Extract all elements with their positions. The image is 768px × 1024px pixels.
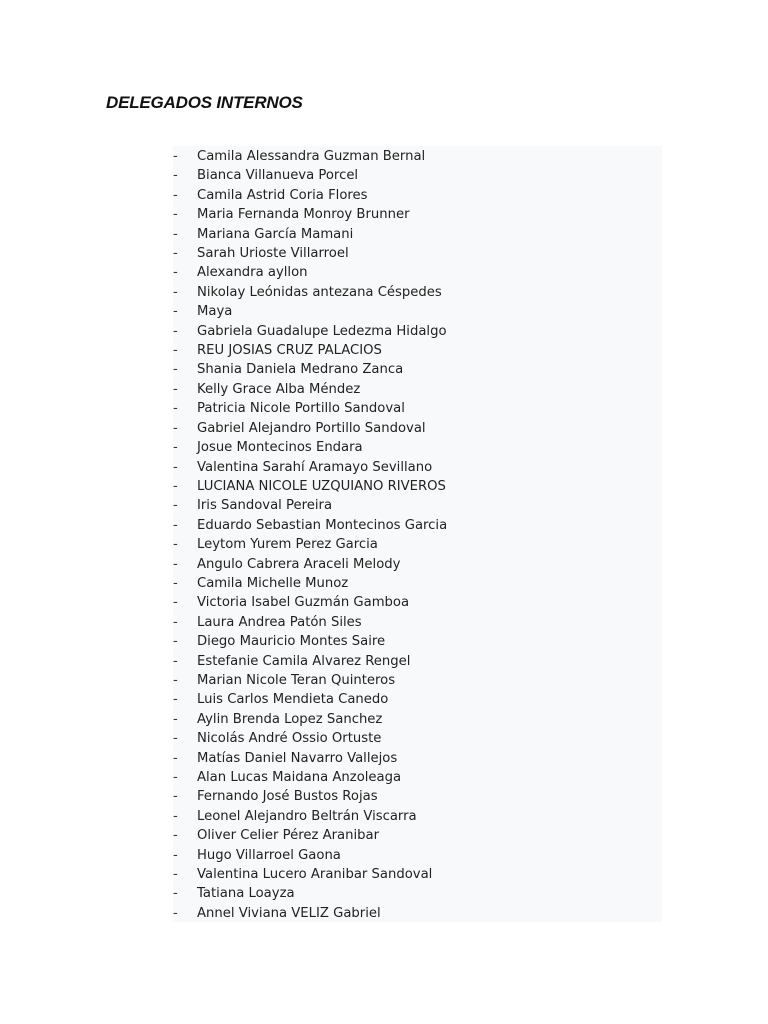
list-item [173, 419, 447, 438]
list-item [173, 477, 447, 496]
list-item [173, 613, 447, 632]
bullet-dash: - [173, 226, 178, 242]
bullet-dash: - [173, 653, 178, 669]
list-item [173, 380, 447, 399]
delegate-name: Iris Sandoval Pereira [197, 498, 333, 514]
delegate-name: Fernando José Bustos Rojas [197, 789, 378, 805]
bullet-dash: - [173, 187, 178, 203]
delegate-name: Alan Lucas Maidana Anzoleaga [197, 770, 402, 785]
bullet-dash: - [173, 381, 178, 397]
list-item [173, 283, 447, 302]
bullet-dash: - [173, 246, 178, 262]
bullet-dash: - [173, 556, 178, 572]
list-item [173, 302, 447, 321]
list-item [173, 690, 447, 709]
delegate-name: REU JOSIAS CRUZ PALACIOS [197, 343, 382, 359]
delegate-name: Angulo Cabrera Araceli Melody [197, 556, 401, 572]
bullet-dash: - [173, 770, 178, 785]
list-item [173, 632, 447, 651]
list-item [173, 496, 447, 515]
delegate-name: Oliver Celier Pérez Aranibar [197, 828, 379, 844]
list-item [173, 458, 447, 477]
bullet-dash: - [173, 440, 178, 456]
bullet-dash: - [173, 304, 178, 320]
delegate-name: Annel Viviana VELIZ Gabriel [197, 905, 381, 921]
list-item [173, 263, 447, 282]
delegate-name: LUCIANA NICOLE UZQUIANO RIVEROS [197, 478, 446, 494]
bullet-dash: - [173, 343, 178, 359]
bullet-dash: - [173, 459, 178, 475]
delegate-name: Nicolás André Ossio Ortuste [197, 731, 382, 747]
delegate-name: Kelly Grace Alba Méndez [197, 381, 361, 397]
list-item [173, 205, 447, 224]
delegate-name: Aylin Brenda Lopez Sanchez [197, 711, 383, 727]
delegate-name: Nikolay Leónidas antezana Céspedes [197, 284, 442, 300]
list-item [173, 555, 447, 574]
bullet-dash: - [173, 401, 178, 417]
delegate-name: Gabriel Alejandro Portillo Sandoval [197, 420, 426, 436]
delegate-name: Mariana García Mamani [197, 226, 354, 242]
list-item [173, 884, 447, 903]
bullet-dash: - [173, 867, 178, 883]
list-item [173, 225, 447, 244]
bullet-dash: - [173, 478, 178, 494]
delegate-name: Luis Carlos Mendieta Canedo [197, 692, 389, 708]
list-item [173, 147, 447, 166]
list-item [173, 652, 447, 671]
list-item [173, 865, 447, 884]
delegate-name: Victoria Isabel Guzmán Gamboa [197, 595, 410, 611]
delegate-name: Marian Nicole Teran Quinteros [197, 672, 396, 688]
bullet-dash: - [173, 711, 178, 727]
delegate-name: Leonel Alejandro Beltrán Viscarra [197, 808, 417, 824]
delegate-name: Shania Daniela Medrano Zanca [197, 362, 404, 378]
list-item [173, 749, 447, 768]
list-item [173, 671, 447, 690]
bullet-dash: - [173, 168, 178, 184]
bullet-dash: - [173, 284, 178, 300]
delegate-name: Estefanie Camila Alvarez Rengel [197, 653, 411, 669]
delegate-name: Patricia Nicole Portillo Sandoval [197, 401, 405, 417]
delegate-name: Bianca Villanueva Porcel [197, 168, 359, 184]
delegate-name: Alexandra ayllon [197, 265, 308, 281]
list-item [173, 593, 447, 612]
list-item [173, 399, 447, 418]
page-title: DELEGADOS INTERNOS [106, 93, 303, 112]
delegate-name: Tatiana Loayza [197, 886, 295, 902]
names-list-container [173, 146, 662, 922]
delegate-name: Eduardo Sebastian Montecinos Garcia [197, 517, 448, 533]
list-item [173, 360, 447, 379]
names-list [173, 147, 447, 923]
bullet-dash: - [173, 323, 178, 339]
list-item [173, 166, 447, 185]
bullet-dash: - [173, 575, 178, 591]
bullet-dash: - [173, 517, 178, 533]
delegate-name: Josue Montecinos Endara [197, 440, 363, 456]
delegate-name: Maya [197, 304, 233, 320]
list-item [173, 807, 447, 826]
delegate-name: Diego Mauricio Montes Saire [197, 634, 386, 650]
list-item [173, 574, 447, 593]
bullet-dash: - [173, 595, 178, 611]
list-item [173, 826, 447, 845]
list-item [173, 846, 447, 865]
list-item [173, 186, 447, 205]
bullet-dash: - [173, 614, 178, 630]
bullet-dash: - [173, 498, 178, 514]
bullet-dash: - [173, 265, 178, 281]
list-item [173, 729, 447, 748]
delegate-name: Camila Alessandra Guzman Bernal [197, 149, 426, 164]
bullet-dash: - [173, 789, 178, 805]
delegate-name: Matías Daniel Navarro Vallejos [197, 750, 398, 766]
list-item [173, 768, 447, 787]
delegate-name: Valentina Sarahí Aramayo Sevillano [197, 459, 433, 475]
bullet-dash: - [173, 672, 178, 688]
delegate-name: Gabriela Guadalupe Ledezma Hidalgo [197, 323, 447, 339]
delegate-name: Valentina Lucero Aranibar Sandoval [197, 867, 433, 883]
bullet-dash: - [173, 692, 178, 708]
bullet-dash: - [173, 537, 178, 553]
delegate-name: Sarah Urioste Villarroel [197, 246, 349, 262]
bullet-dash: - [173, 207, 178, 223]
bullet-dash: - [173, 634, 178, 650]
bullet-dash: - [173, 731, 178, 747]
bullet-dash: - [173, 847, 178, 863]
bullet-dash: - [173, 149, 178, 164]
bullet-dash: - [173, 362, 178, 378]
bullet-dash: - [173, 420, 178, 436]
delegate-name: Camila Astrid Coria Flores [197, 187, 368, 203]
list-item [173, 710, 447, 729]
list-item [173, 341, 447, 360]
bullet-dash: - [173, 886, 178, 902]
list-item [173, 322, 447, 341]
list-item [173, 535, 447, 554]
list-item [173, 787, 447, 806]
delegate-name: Laura Andrea Patón Siles [197, 614, 362, 630]
delegate-name: Camila Michelle Munoz [197, 575, 349, 591]
list-item [173, 904, 447, 923]
delegate-name: Maria Fernanda Monroy Brunner [197, 207, 410, 223]
list-item [173, 438, 447, 457]
bullet-dash: - [173, 828, 178, 844]
delegate-name: Leytom Yurem Perez Garcia [197, 537, 378, 553]
bullet-dash: - [173, 808, 178, 824]
list-item [173, 516, 447, 535]
delegate-name: Hugo Villarroel Gaona [197, 847, 341, 863]
bullet-dash: - [173, 905, 178, 921]
bullet-dash: - [173, 750, 178, 766]
list-item [173, 244, 447, 263]
